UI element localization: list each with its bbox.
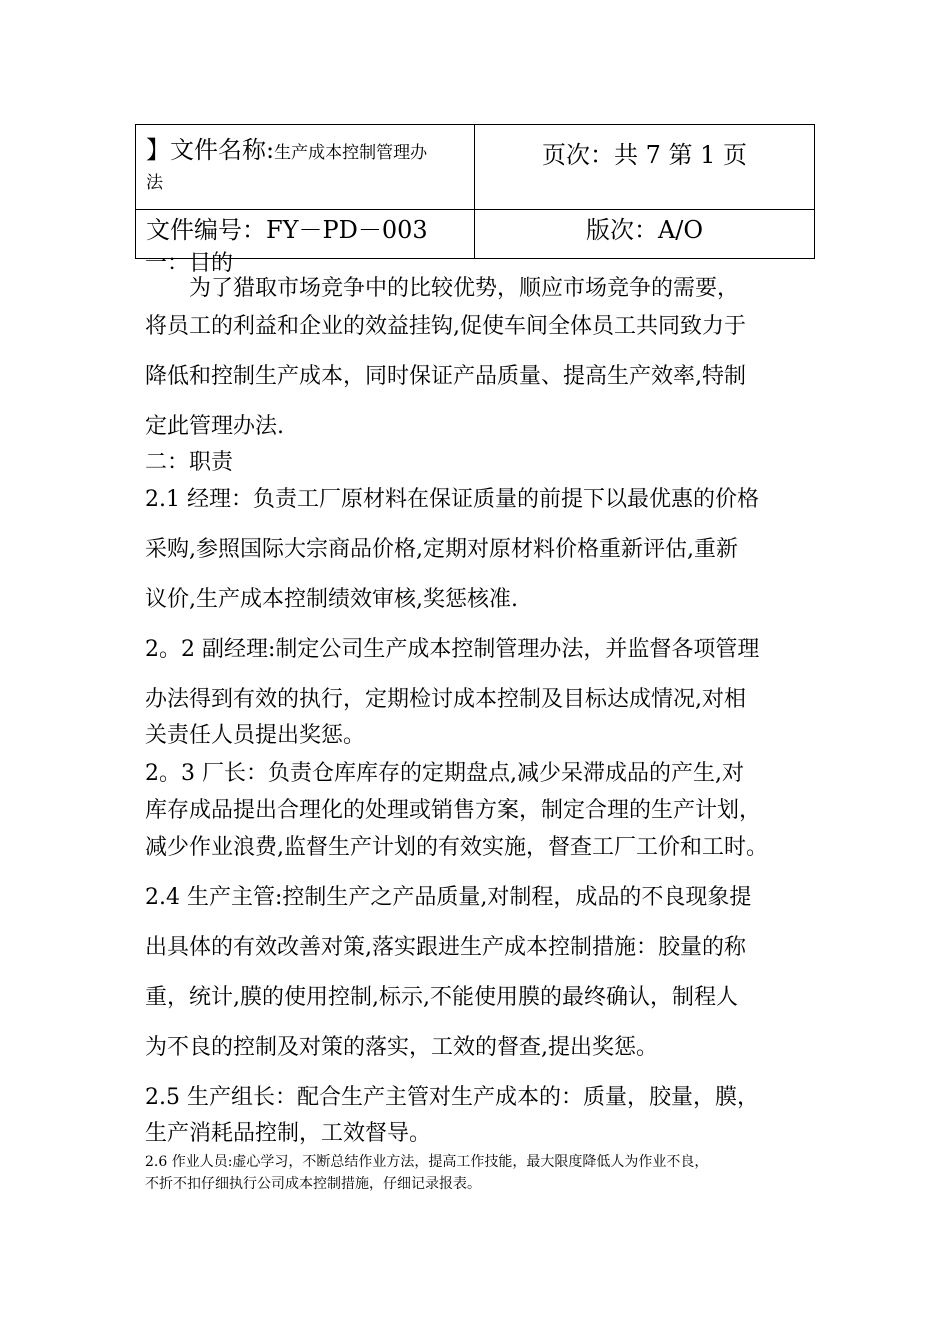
duty-manager-line: 议价,生产成本控制绩效审核,奖惩核准.: [145, 587, 518, 612]
purpose-line: 定此管理办法.: [145, 414, 284, 439]
duty-deputy-manager-line: 办法得到有效的执行，定期检讨成本控制及目标达成情况,对相: [145, 687, 746, 712]
duty-deputy-manager-line: 2。2 副经理:制定公司生产成本控制管理办法，并监督各项管理: [145, 637, 760, 662]
version-cell: 版次：A/O: [475, 210, 815, 259]
purpose-line: 降低和控制生产成本，同时保证产品质量、提高生产效率,特制: [145, 364, 746, 389]
duty-operator-line: 2.6 作业人员:虚心学习，不断总结作业方法，提高工作技能，最大限度降低人为作业不良，: [145, 1154, 709, 1170]
duty-production-supervisor-line: 重，统计,膜的使用控制,标示,不能使用膜的最终确认，制程人: [145, 985, 738, 1010]
duty-production-supervisor-line: 为不良的控制及对策的落实，工效的督查,提出奖惩。: [145, 1035, 658, 1060]
duty-production-supervisor-line: 出具体的有效改善对策,落实跟进生产成本控制措施：胶量的称: [145, 935, 746, 960]
duty-deputy-manager-line: 关责任人员提出奖惩。: [145, 723, 366, 748]
doc-number-cell: 文件编号：FY－PD－003: [136, 210, 475, 259]
file-name-label: 】文件名称:: [146, 136, 275, 164]
duty-factory-director-line: 库存成品提出合理化的处理或销售方案，制定合理的生产计划，: [145, 798, 762, 823]
section-heading-purpose: 一：目的: [145, 251, 234, 276]
duty-production-supervisor-line: 2.4 生产主管:控制生产之产品质量,对制程，成品的不良现象提: [145, 885, 752, 910]
duty-manager-line: 2.1 经理：负责工厂原材料在保证质量的前提下以最优惠的价格: [145, 487, 759, 512]
duty-team-leader-line: 生产消耗品控制，工效督导。: [145, 1121, 432, 1146]
section-heading-duties: 二：职责: [145, 450, 234, 475]
file-name-value-cont: 法: [146, 173, 163, 193]
duty-team-leader-line: 2.5 生产组长：配合生产主管对生产成本的：质量，胶量，膜，: [145, 1085, 759, 1110]
duty-manager-line: 采购,参照国际大宗商品价格,定期对原材料价格重新评估,重新: [145, 537, 738, 562]
file-name-value: 生产成本控制管理办: [274, 143, 428, 163]
purpose-line: 为了猎取市场竞争中的比较优势，顺应市场竞争的需要，: [145, 276, 740, 301]
duty-factory-director-line: 2。3 厂长：负责仓库库存的定期盘点,减少呆滞成品的产生,对: [145, 761, 744, 786]
page-info-cell: 页次：共 7 第 1 页: [475, 125, 815, 210]
duty-factory-director-line: 减少作业浪费,监督生产计划的有效实施，督查工厂工价和工时。: [145, 835, 768, 860]
purpose-line: 将员工的利益和企业的效益挂钩,促使车间全体员工共同致力于: [145, 314, 746, 339]
document-header-table: [135, 124, 815, 259]
file-name-cell: [136, 125, 475, 210]
duty-operator-line: 不折不扣仔细执行公司成本控制措施，仔细记录报表。: [145, 1176, 481, 1192]
